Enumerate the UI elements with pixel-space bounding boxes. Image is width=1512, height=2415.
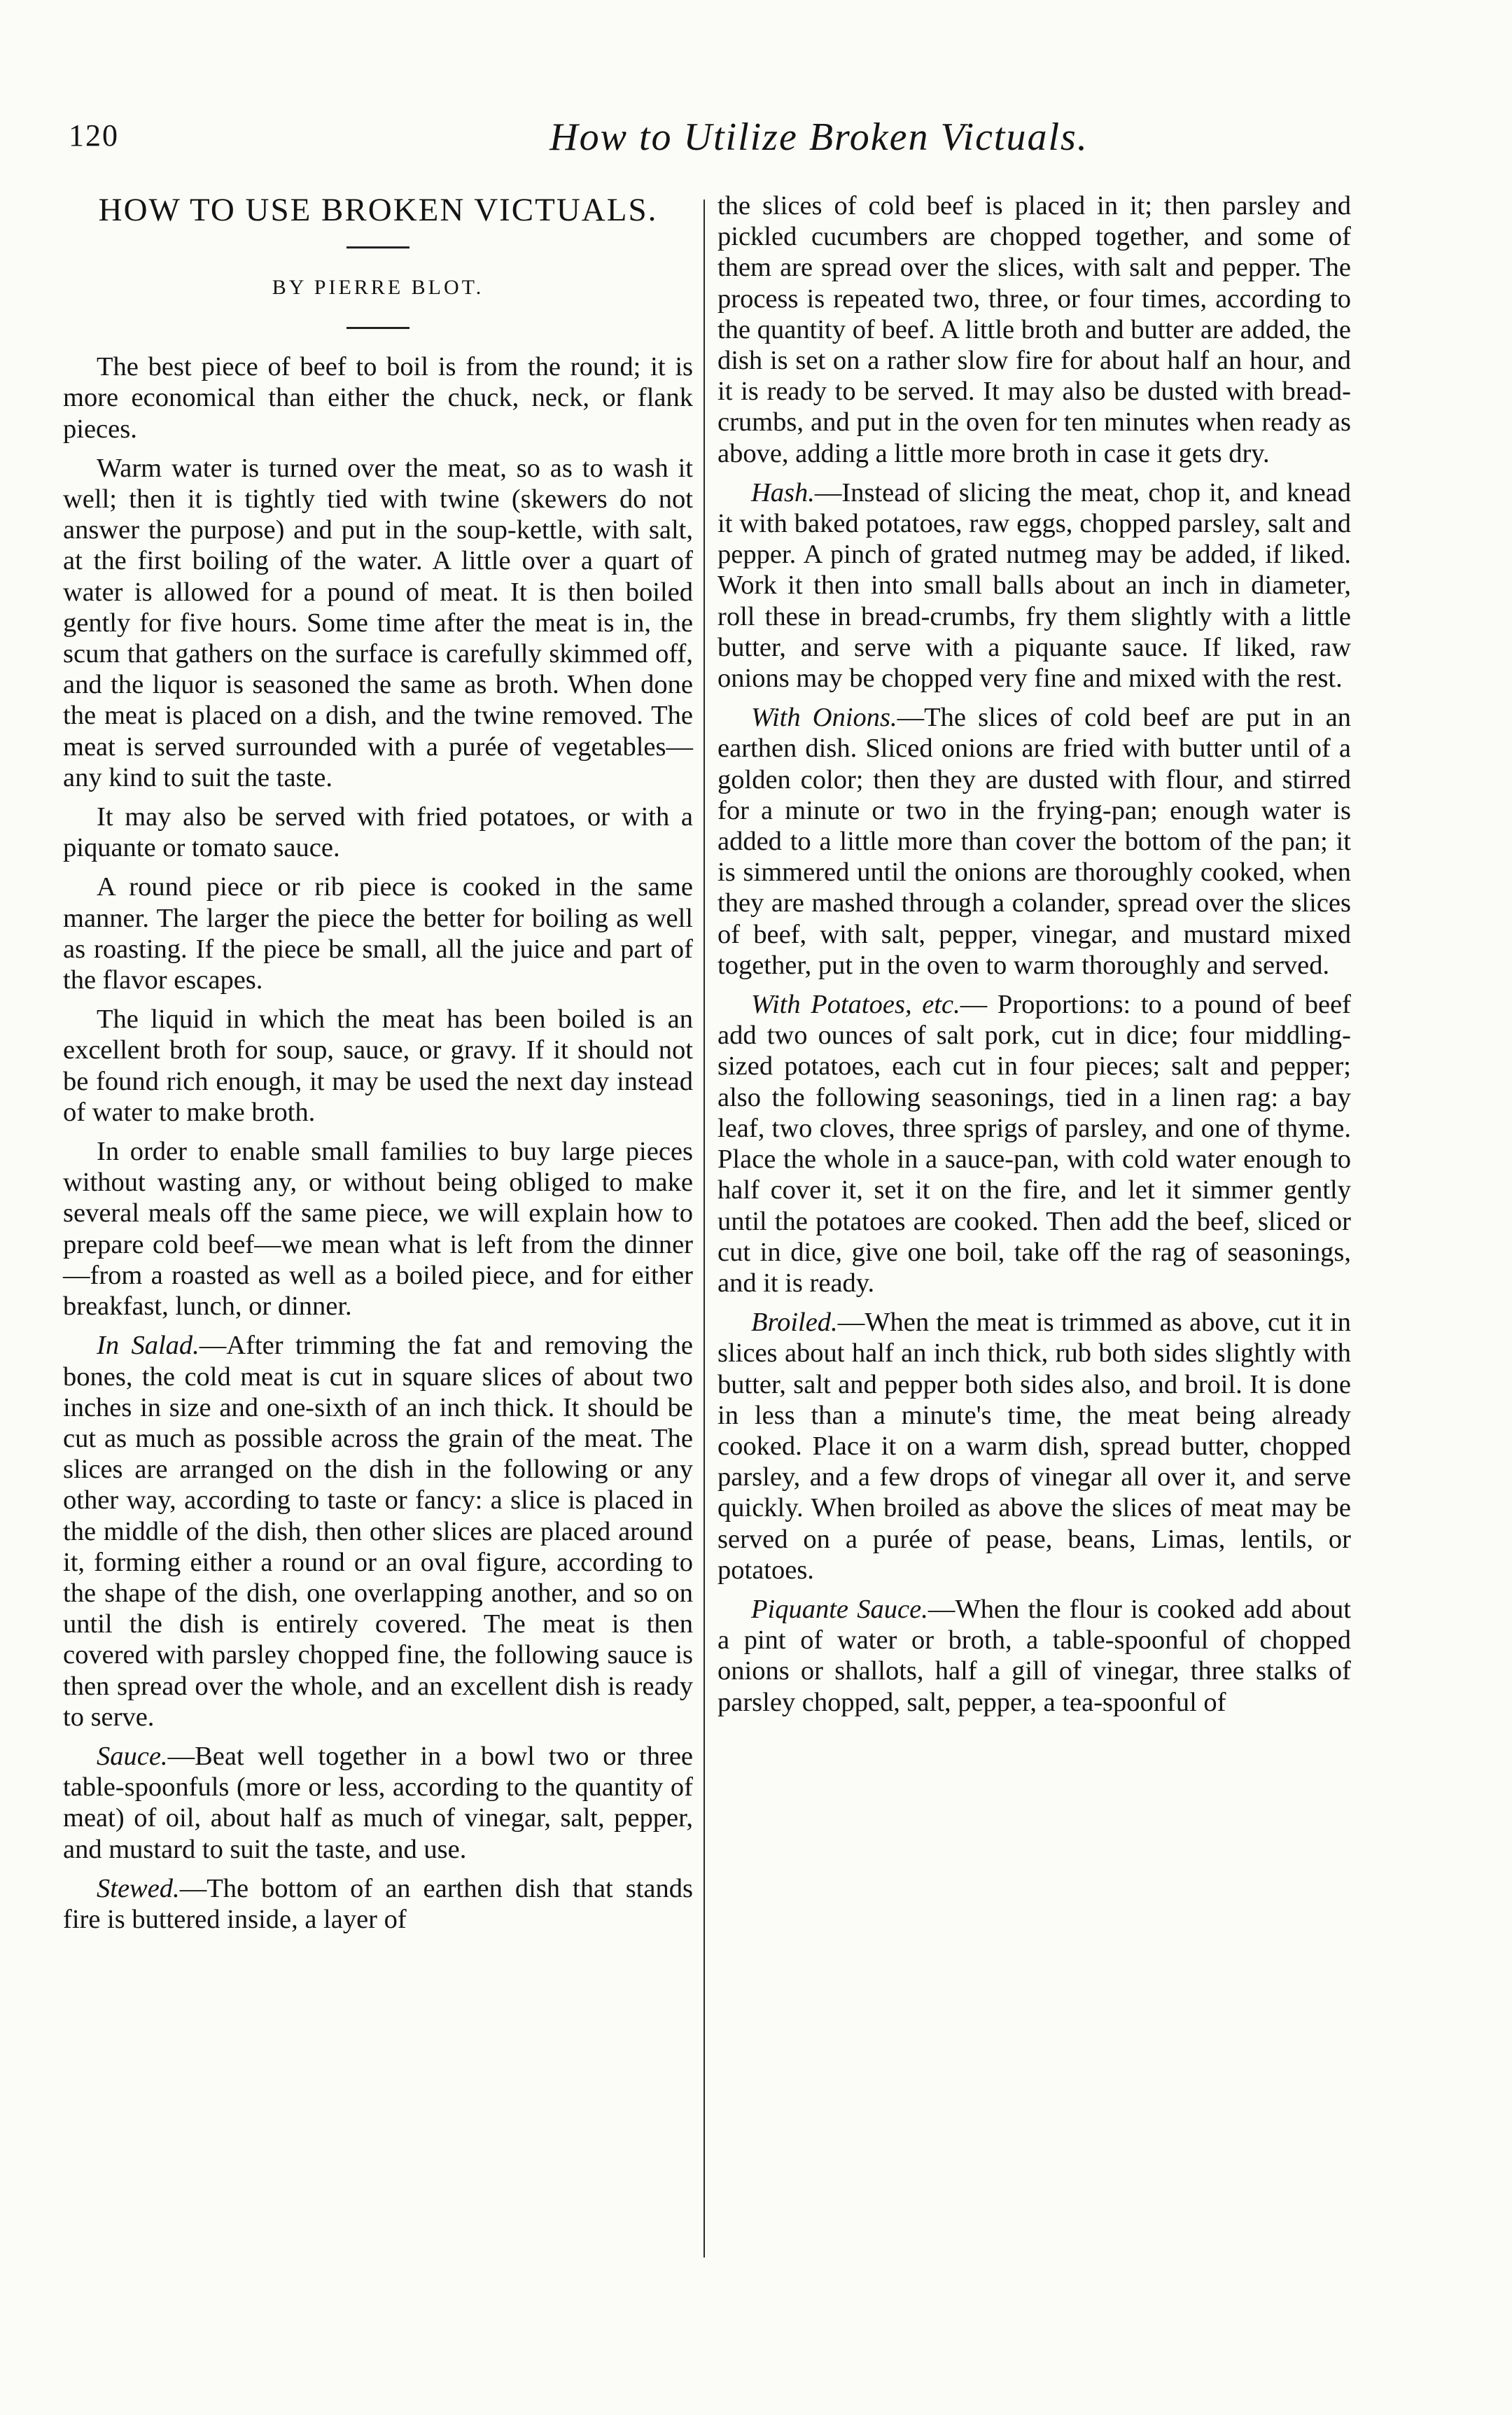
run-in-heading: In Salad. — [97, 1331, 200, 1361]
paragraph-text: —After trimming the fat and removing the bones, the cold meat is cut in square slices of about two inches in size and one-sixth of an inch thick. It should be cut as much as possible across the grain of the meat. The slices are arranged on the dish in the following or any other way, according to taste or fancy: a slice is placed in the middle of the dish, then other slices are placed around it, forming either a round or an oval figure, according to the shape of the dish, one overlapping another, and so on until the dish is entirely covered. The meat is then covered with parsley chopped fine, the following sauce is then spread over the whole, and an excellent dish is ready to serve. — [63, 1331, 693, 1732]
article-title: HOW TO USE BROKEN VICTUALS. — [98, 192, 658, 228]
right-column — [718, 190, 1351, 1726]
byline-rule — [346, 327, 410, 329]
paragraph-broth: The liquid in which the meat has been boiled is an excellent broth for soup, sauce, or gravy. If it should not be found rich enough, it may be used the next day instead of water to make broth. — [63, 1004, 693, 1127]
paragraph-small-families: In order to enable small families to buy large pieces without wasting any, or without being obliged to make several meals off the same piece, we will explain how to prepare cold beef—we mean what is left from the dinner—from a roasted as well as a boiled piece, and for either breakfast, lunch, or dinner. — [63, 1137, 693, 1322]
paragraph-text: — Proportions: to a pound of beef add two ounces of salt pork, cut in dice; four middling-sized potatoes, each cut in four pieces; salt and pepper; also the following seasonings, tied in a linen rag: a bay leaf, two cloves, three sprigs of parsley, and one of thyme. Place the whole in a sauce-pan, with cold water enough to half cover it, set it on the fire, and let it simmer gently until the potatoes are cooked. Then add the beef, sliced or cut in dice, give one boil, take off the rag of seasonings, and it is ready. — [718, 990, 1351, 1298]
paragraph-piquante-sauce — [718, 1594, 1351, 1718]
paragraph-text: —Instead of slicing the meat, chop it, and knead it with baked potatoes, raw eggs, chopped parsley, salt and pepper. A pinch of grated nutmeg may be added, if liked. Work it then into small balls about an inch in diameter, roll these in bread-crumbs, fry them slightly with a little butter, and serve with a piquante sauce. If liked, raw onions may be chopped very fine and mixed with the rest. — [718, 477, 1351, 694]
paragraph-beef-round: The best piece of beef to boil is from the round; it is more economical than either the chuck, neck, or flank pieces. — [63, 352, 693, 444]
run-in-heading: Stewed. — [97, 1873, 180, 1903]
paragraph-text: —The bottom of an earthen dish that stands fire is buttered inside, a layer of — [63, 1873, 693, 1934]
page-number: 120 — [69, 118, 119, 153]
paragraph-boiling: Warm water is turned over the meat, so as to wash it well; then it is tightly tied with twine (skewers do not answer the purpose) and put in the soup-kettle, with salt, at the first boiling of the water. A little over a quart of water is allowed for a pound of meat. It is then boiled gently for five hours. Some time after the meat is in, the scum that gathers on the surface is carefully skimmed off, and the liquor is seasoned the same as broth. When done the meat is placed on a dish, and the twine removed. The meat is served surrounded with a purée of vegetables—any kind to suit the taste. — [63, 453, 693, 792]
run-in-heading: Broiled. — [751, 1308, 838, 1338]
paragraph-sauce — [63, 1741, 693, 1865]
paragraph-hash — [718, 477, 1351, 694]
left-column — [63, 190, 693, 1943]
column-divider — [704, 200, 705, 2258]
paragraph-text: —When the flour is cooked add about a pint of water or broth, a table-spoonful of chopped onions or shallots, half a gill of vinegar, three stalks of parsley chopped, salt, pepper, a tea-spoonful of — [718, 1594, 1351, 1717]
run-in-heading: With Onions. — [751, 703, 897, 733]
paragraph-text: —When the meat is trimmed as above, cut it in slices about half an inch thick, rub both sides slightly with butter, salt and pepper both sides also, and broil. It is done in less than a minute's time, the meat being already cooked. Place it on a warm dish, spread butter, chopped parsley, and a few drops of vinegar all over it, and serve quickly. When broiled as above the slices of meat may be served on a purée of pease, beans, Limas, lentils, or potatoes. — [718, 1308, 1351, 1585]
run-in-heading: Sauce. — [97, 1741, 168, 1771]
paragraph-round-rib: A round piece or rib piece is cooked in the same manner. The larger the piece the better for boiling as well as roasting. If the piece be small, all the juice and part of the flavor escapes. — [63, 872, 693, 995]
paragraph-with-potatoes — [718, 989, 1351, 1298]
title-rule — [346, 246, 410, 248]
run-in-heading: Piquante Sauce. — [751, 1594, 928, 1624]
run-in-heading: Hash. — [751, 477, 815, 507]
paragraph-with-onions — [718, 702, 1351, 981]
run-in-heading: With Potatoes, etc. — [751, 990, 960, 1020]
paragraph-text: —The slices of cold beef are put in an earthen dish. Sliced onions are fried with butter until of a golden color; then they are dusted with flour, and stirred for a minute or two in the frying-pan; enough water is added to a little more than cover the bottom of the pan; it is simmered until the onions are thoroughly cooked, when they are mashed through a colander, spread over the slices of beef, with salt, pepper, vinegar, and mustard mixed together, put in the oven to warm thoroughly and served. — [718, 703, 1351, 980]
paragraph-text: —Beat well together in a bowl two or three table-spoonfuls (more or less, according to the quantity of meat) of oil, about half as much of vinegar, salt, pepper, and mustard to suit the taste, and use. — [63, 1741, 693, 1864]
byline: BY PIERRE BLOT. — [272, 276, 484, 299]
paragraph-serving: It may also be served with fried potatoes, or with a piquante or tomato sauce. — [63, 802, 693, 863]
running-title: How to Utilize Broken Victuals. — [550, 115, 1088, 159]
paragraph-stewed-continued: the slices of cold beef is placed in it; then parsley and pickled cucumbers are chopped together, and some of them are spread over the slices, with salt and pepper. The process is repeated two, three, or four times, according to the quantity of beef. A little broth and butter are added, the dish is set on a rather slow fire for about half an hour, and it is ready to be served. It may also be dusted with bread-crumbs, and put in the oven for ten minutes when ready as above, adding a little more broth in case it gets dry. — [718, 191, 1351, 468]
paragraph-in-salad — [63, 1330, 693, 1732]
paragraph-stewed — [63, 1873, 693, 1935]
paragraph-broiled — [718, 1307, 1351, 1586]
